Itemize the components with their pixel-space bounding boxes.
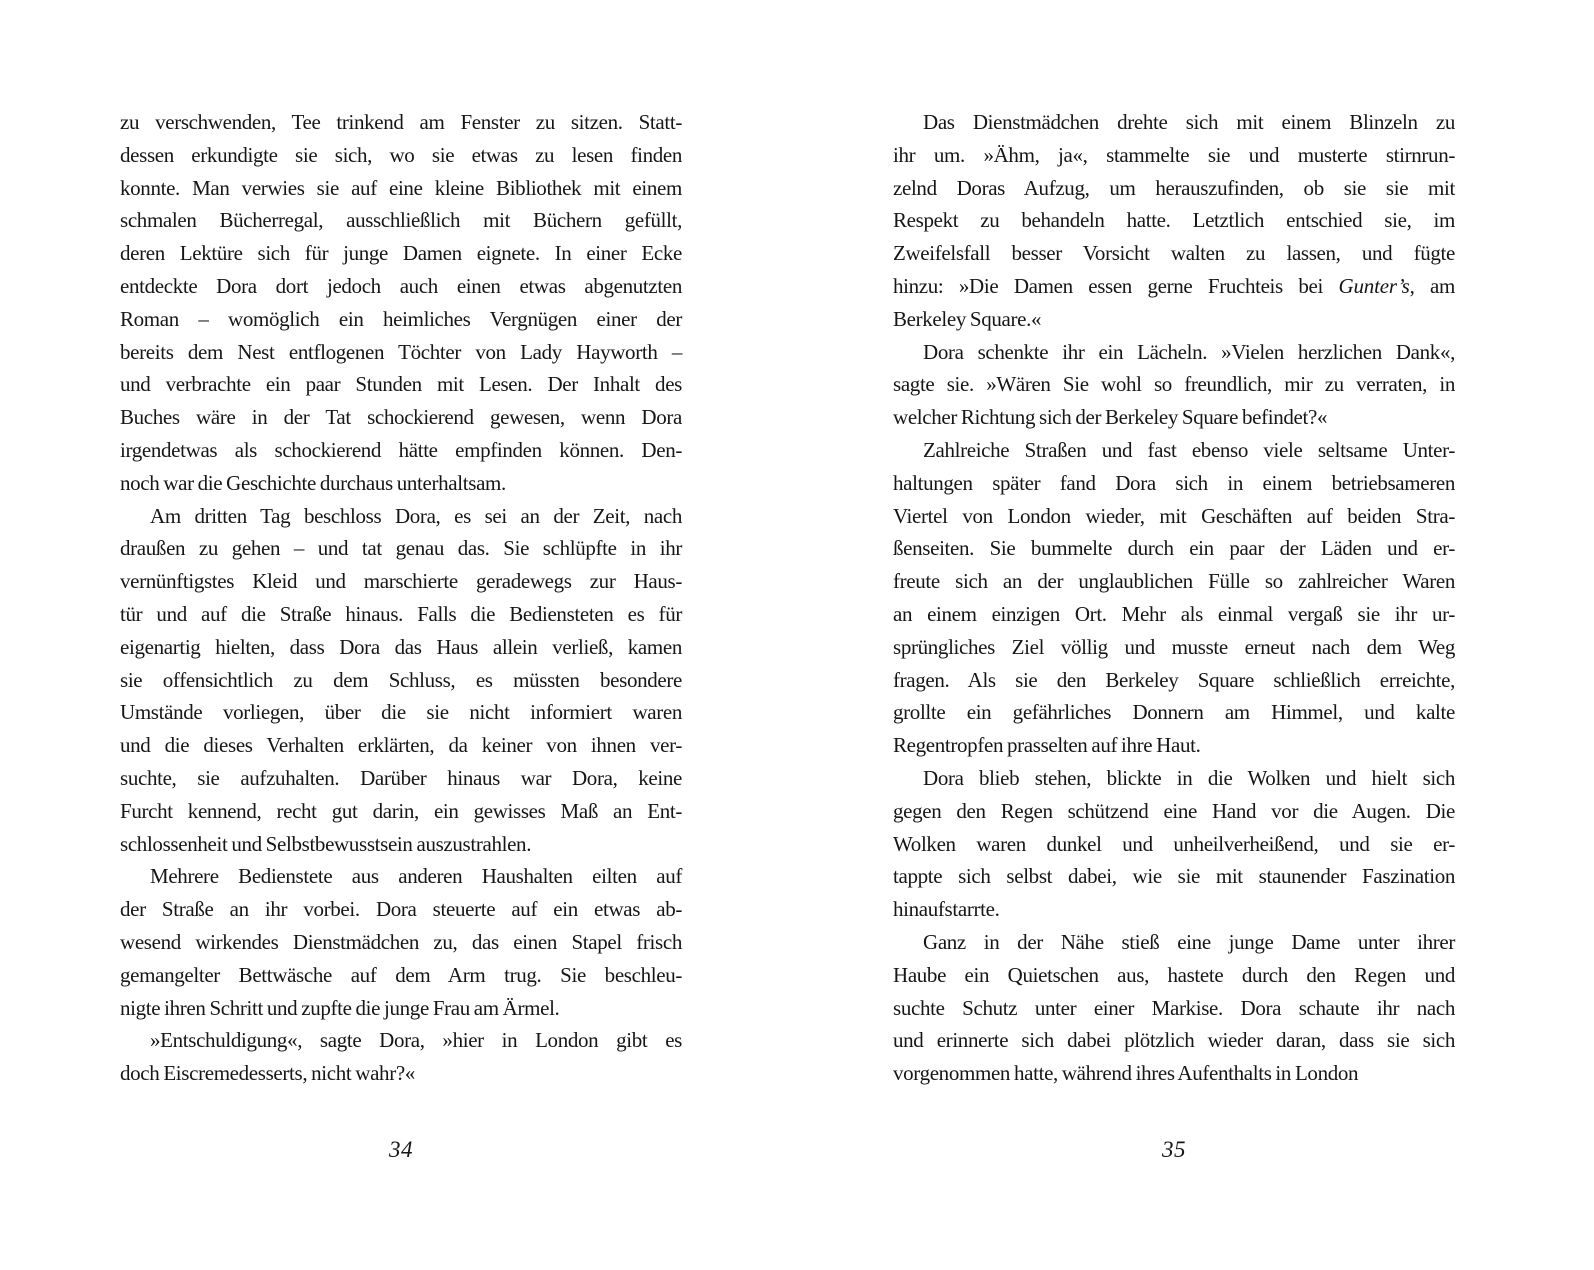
text-segment: Roman – womöglich ein heimliches Vergnügen einer der: [120, 306, 682, 331]
text-segment: eigenartig hielten, dass Dora das Haus allein verließ, kamen: [120, 634, 682, 659]
text-line: [120, 795, 682, 828]
text-line: [893, 893, 1455, 926]
text-segment: sie offensichtlich zu dem Schluss, es müssten besondere: [120, 667, 682, 692]
text-line: [893, 1057, 1455, 1090]
text-line: [120, 401, 682, 434]
text-segment: freute sich an der unglaublichen Fülle so zahlreicher Waren: [893, 569, 1455, 594]
book-page-left: [120, 0, 682, 1270]
text-segment: Dora schenkte ihr ein Lächeln. »Vielen herzlichen Dank«,: [923, 339, 1455, 364]
page-number: 35: [1162, 1137, 1186, 1162]
text-segment: sprüngliches Ziel völlig und musste erneut nach dem Weg: [893, 634, 1455, 659]
text-line: [893, 729, 1455, 762]
text-line: [893, 139, 1455, 172]
text-line: [893, 795, 1455, 828]
text-line: [893, 532, 1455, 565]
text-segment: gegen den Regen schützend eine Hand vor die Augen. Die: [893, 798, 1455, 823]
text-segment: grollte ein gefährliches Donnern am Himmel, und kalte: [893, 700, 1455, 725]
text-line: [120, 860, 682, 893]
text-segment: welcher Richtung sich der Berkeley Square befindet?«: [893, 405, 1328, 430]
text-segment: deren Lektüre sich für junge Damen eignete. In einer Ecke: [120, 241, 682, 266]
text-line: [893, 565, 1455, 598]
text-line: [120, 532, 682, 565]
text-segment: vernünftigstes Kleid und marschierte geradewegs zur Haus-: [120, 569, 682, 594]
text-line: [120, 106, 682, 139]
text-line: [893, 303, 1455, 336]
text-line: [893, 204, 1455, 237]
text-block: [893, 106, 1455, 1090]
text-line: [120, 1057, 682, 1090]
text-segment: entdeckte Dora dort jedoch auch einen etwas abgenutzten: [120, 273, 682, 298]
text-line: [120, 598, 682, 631]
book-page-right: [893, 0, 1455, 1270]
text-segment: Umstände vorliegen, über die sie nicht informiert waren: [120, 700, 682, 725]
text-segment: Dora blieb stehen, blickte in die Wolken und hielt sich: [923, 765, 1455, 790]
text-line: [893, 992, 1455, 1025]
text-segment: noch war die Geschichte durchaus unterhaltsam.: [120, 470, 506, 495]
text-segment: und die dieses Verhalten erklärten, da keiner von ihnen ver-: [120, 733, 682, 758]
text-line: [893, 598, 1455, 631]
text-line: [120, 959, 682, 992]
text-segment: Buches wäre in der Tat schockierend gewesen, wenn Dora: [120, 405, 682, 430]
text-line: [893, 368, 1455, 401]
text-line: [120, 926, 682, 959]
text-segment: Zahlreiche Straßen und fast ebenso viele seltsame Unter-: [923, 437, 1455, 462]
text-segment: konnte. Man verwies sie auf eine kleine Bibliothek mit einem: [120, 175, 682, 200]
text-segment: Am dritten Tag beschloss Dora, es sei an der Zeit, nach: [150, 503, 682, 528]
text-line: [893, 1024, 1455, 1057]
text-line: [893, 959, 1455, 992]
text-segment: hinaufstarrte.: [893, 897, 1000, 922]
text-segment: »Entschuldigung«, sagte Dora, »hier in London gibt es: [150, 1028, 682, 1053]
text-segment: sagte sie. »Wären Sie wohl so freundlich, mir zu verraten, in: [893, 372, 1455, 397]
text-segment: suchte, sie aufzuhalten. Darüber hinaus war Dora, keine: [120, 765, 682, 790]
text-line: [120, 565, 682, 598]
text-segment: tür und auf die Straße hinaus. Falls die Bediensteten es für: [120, 601, 682, 626]
text-line: [120, 664, 682, 697]
text-segment: Haube ein Quietschen aus, hastete durch den Regen und: [893, 962, 1455, 987]
text-segment: an einem einzigen Ort. Mehr als einmal vergaß sie ihr ur-: [893, 601, 1455, 626]
text-line: [120, 434, 682, 467]
text-line: [893, 860, 1455, 893]
text-line: [120, 270, 682, 303]
text-segment: und erinnerte sich dabei plötzlich wieder daran, dass sie sich: [893, 1028, 1455, 1053]
text-segment: Furcht kennend, recht gut darin, ein gewisses Maß an Ent-: [120, 798, 682, 823]
text-segment: Ganz in der Nähe stieß eine junge Dame unter ihrer: [923, 929, 1455, 954]
text-line: [120, 303, 682, 336]
text-line: [893, 664, 1455, 697]
text-block: [120, 106, 682, 1090]
text-line: [120, 696, 682, 729]
text-line: [893, 500, 1455, 533]
text-line: [120, 336, 682, 369]
text-segment: Zweifelsfall besser Vorsicht walten zu lassen, und fügte: [893, 241, 1455, 266]
text-line: [120, 729, 682, 762]
text-segment: schlossenheit und Selbstbewusstsein auszustrahlen.: [120, 831, 532, 856]
text-line: [893, 401, 1455, 434]
text-segment: draußen zu gehen – und tat genau das. Sie schlüpfte in ihr: [120, 536, 682, 561]
text-line: [120, 1024, 682, 1057]
text-line: [120, 631, 682, 664]
text-segment: tappte sich selbst dabei, wie sie mit staunender Faszination: [893, 864, 1455, 889]
text-segment: bereits dem Nest entflogenen Töchter von Lady Hayworth –: [120, 339, 682, 364]
text-segment: ßenseiten. Sie bummelte durch ein paar der Läden und er-: [893, 536, 1455, 561]
text-line: [893, 762, 1455, 795]
text-segment: schmalen Bücherregal, ausschließlich mit Büchern gefüllt,: [120, 208, 682, 233]
text-segment: irgendetwas als schockierend hätte empfinden können. Den-: [120, 437, 682, 462]
text-segment: Berkeley Square.«: [893, 306, 1042, 331]
text-segment: Mehrere Bedienstete aus anderen Haushalten eilten auf: [150, 864, 682, 889]
page-number: 34: [389, 1137, 413, 1162]
text-segment: fragen. Als sie den Berkeley Square schließlich erreichte,: [893, 667, 1455, 692]
text-line: [893, 237, 1455, 270]
text-segment: Viertel von London wieder, mit Geschäften auf beiden Stra-: [893, 503, 1455, 528]
text-line: [893, 467, 1455, 500]
text-segment: , am: [1409, 273, 1456, 298]
text-segment: zelnd Doras Aufzug, um herauszufinden, ob sie sie mit: [893, 175, 1455, 200]
text-line: [893, 434, 1455, 467]
text-segment: ihr um. »Ähm, ja«, stammelte sie und musterte stirnrun-: [893, 142, 1455, 167]
text-line: [120, 368, 682, 401]
text-line: [120, 828, 682, 861]
text-segment: Das Dienstmädchen drehte sich mit einem Blinzeln zu: [923, 110, 1455, 134]
text-line: [893, 172, 1455, 205]
text-segment: vorgenommen hatte, während ihres Aufenthalts in London: [893, 1061, 1359, 1086]
text-segment: wesend wirkendes Dienstmädchen zu, das einen Stapel frisch: [120, 929, 682, 954]
text-line: [120, 992, 682, 1025]
text-line: [120, 467, 682, 500]
text-line: [893, 336, 1455, 369]
text-segment: Respekt zu behandeln hatte. Letztlich entschied sie, im: [893, 208, 1455, 233]
text-line: [893, 696, 1455, 729]
italic-text-segment: Gunter’s: [1338, 273, 1410, 298]
text-segment: der Straße an ihr vorbei. Dora steuerte auf ein etwas ab-: [120, 897, 682, 922]
text-segment: Regentropfen prasselten auf ihre Haut.: [893, 733, 1201, 758]
text-segment: Wolken waren dunkel und unheilverheißend, und sie er-: [893, 831, 1455, 856]
text-line: [120, 237, 682, 270]
text-segment: nigte ihren Schritt und zupfte die junge Frau am Ärmel.: [120, 995, 560, 1020]
text-segment: haltungen später fand Dora sich in einem betriebsameren: [893, 470, 1455, 495]
text-line: [120, 139, 682, 172]
text-segment: suchte Schutz unter einer Markise. Dora schaute ihr nach: [893, 995, 1455, 1020]
text-segment: doch Eiscremedesserts, nicht wahr?«: [120, 1061, 415, 1086]
text-segment: gemangelter Bettwäsche auf dem Arm trug. Sie beschleu-: [120, 962, 682, 987]
text-line: [120, 762, 682, 795]
text-line: [893, 926, 1455, 959]
text-segment: hinzu: »Die Damen essen gerne Fruchteis bei: [893, 273, 1339, 298]
text-segment: zu verschwenden, Tee trinkend am Fenster zu sitzen. Statt-: [120, 110, 682, 134]
text-line: [120, 893, 682, 926]
text-segment: und verbrachte ein paar Stunden mit Lesen. Der Inhalt des: [120, 372, 682, 397]
text-line: [120, 204, 682, 237]
text-line: [893, 106, 1455, 139]
text-segment: dessen erkundigte sie sich, wo sie etwas zu lesen finden: [120, 142, 682, 167]
text-line: [893, 270, 1455, 303]
text-line: [120, 500, 682, 533]
text-line: [893, 631, 1455, 664]
text-line: [120, 172, 682, 205]
text-line: [893, 828, 1455, 861]
